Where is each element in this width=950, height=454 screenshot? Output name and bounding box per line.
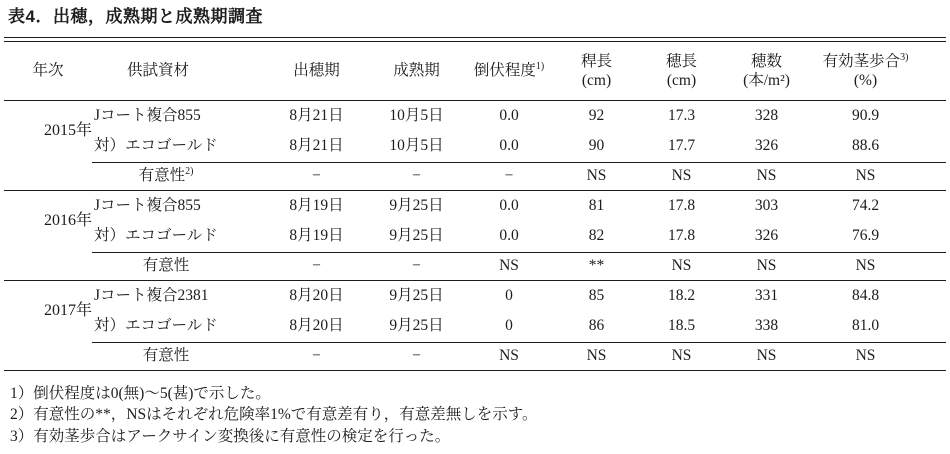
tiller-ratio-cell: 88.6 bbox=[851, 137, 880, 155]
panicle-count-cell: 326 bbox=[754, 137, 779, 155]
panicle-count-cell: 338 bbox=[754, 317, 779, 335]
table-row bbox=[4, 100, 946, 131]
tiller-ratio-cell: 84.8 bbox=[851, 286, 880, 304]
panicle-length-cell: 17.8 bbox=[667, 196, 696, 214]
significance-value: NS bbox=[724, 162, 809, 190]
maturity-date-cell: 9月25日 bbox=[389, 227, 444, 245]
col-header-heading-date: 出穂期 bbox=[264, 42, 369, 100]
heading-date-cell: 8月21日 bbox=[289, 106, 344, 124]
lodging-cell: 0 bbox=[505, 286, 513, 304]
significance-value: − bbox=[369, 342, 464, 370]
material-cell: Jコート複合855 bbox=[94, 106, 201, 124]
year-label: 2016年 bbox=[44, 212, 93, 230]
material-cell: 対）エコゴールド bbox=[94, 137, 218, 155]
heading-date-cell: 8月19日 bbox=[289, 196, 344, 214]
footnotes bbox=[4, 383, 946, 448]
heading-date-cell: 8月20日 bbox=[289, 317, 344, 335]
tiller-ratio-cell: 81.0 bbox=[851, 317, 880, 335]
spacer-cell bbox=[4, 342, 92, 370]
significance-value: NS bbox=[464, 342, 554, 370]
significance-value: − bbox=[264, 342, 369, 370]
survey-table bbox=[4, 42, 946, 371]
significance-value: NS bbox=[639, 162, 724, 190]
tiller-ratio-cell: 90.9 bbox=[851, 106, 880, 124]
significance-value: NS bbox=[639, 252, 724, 280]
significance-row bbox=[4, 252, 946, 280]
significance-value: NS bbox=[724, 252, 809, 280]
spacer-cell bbox=[4, 252, 92, 280]
culm-length-cell: 81 bbox=[588, 196, 605, 214]
col-header-material: 供試資材 bbox=[92, 42, 264, 100]
maturity-date-cell: 10月5日 bbox=[389, 106, 444, 124]
culm-length-cell: 90 bbox=[588, 137, 605, 155]
year-section-2017 bbox=[4, 280, 946, 370]
significance-label: 有意性 bbox=[92, 252, 264, 280]
significance-value: − bbox=[369, 252, 464, 280]
panicle-length-cell: 18.2 bbox=[667, 286, 696, 304]
lodging-cell: 0.0 bbox=[499, 137, 519, 155]
significance-value: ** bbox=[554, 252, 639, 280]
col-header-culm-length: 稈長 (cm) bbox=[554, 42, 639, 100]
maturity-date-cell: 9月25日 bbox=[389, 317, 444, 335]
col-header-year: 年次 bbox=[4, 42, 92, 100]
heading-date-cell: 8月20日 bbox=[289, 286, 344, 304]
maturity-date-cell: 10月5日 bbox=[389, 137, 444, 155]
col-header-panicle-length: 穂長 (cm) bbox=[639, 42, 724, 100]
significance-value: NS bbox=[809, 342, 946, 370]
footnote: 2）有意性の**，NSはそれぞれ危険率1%で有意差有り，有意差無しを示す。 bbox=[10, 406, 538, 423]
significance-value: NS bbox=[724, 342, 809, 370]
significance-value: − bbox=[464, 162, 554, 190]
material-cell: 対）エコゴールド bbox=[94, 227, 218, 245]
panicle-length-cell: 17.3 bbox=[667, 106, 696, 124]
heading-date-cell: 8月19日 bbox=[289, 227, 344, 245]
lodging-cell: 0 bbox=[505, 317, 513, 335]
col-header-lodging: 倒伏程度$^{1)}$ bbox=[464, 42, 554, 100]
significance-value: − bbox=[264, 162, 369, 190]
significance-row bbox=[4, 162, 946, 190]
footnote: 3）有効茎歩合はアークサイン変換後に有意性の検定を行った。 bbox=[10, 427, 451, 445]
col-header-panicle-count: 穂数 (本/m²) bbox=[724, 42, 809, 100]
significance-value: NS bbox=[554, 162, 639, 190]
year-label: 2017年 bbox=[44, 302, 93, 320]
table-header-row bbox=[4, 42, 946, 100]
year-section-2016 bbox=[4, 190, 946, 280]
tiller-ratio-cell: 74.2 bbox=[851, 196, 880, 214]
panicle-length-cell: 17.8 bbox=[667, 227, 696, 245]
culm-length-cell: 86 bbox=[588, 317, 605, 335]
significance-label: 有意性$^{2)}$ bbox=[92, 162, 264, 190]
tiller-ratio-cell: 76.9 bbox=[851, 227, 880, 245]
col-header-maturity-date: 成熟期 bbox=[369, 42, 464, 100]
material-cell: 対）エコゴールド bbox=[94, 317, 218, 335]
lodging-cell: 0.0 bbox=[499, 227, 519, 245]
panicle-count-cell: 328 bbox=[754, 106, 779, 124]
table-row bbox=[4, 280, 946, 311]
table-row bbox=[4, 131, 946, 162]
year-label: 2015年 bbox=[44, 122, 93, 140]
material-cell: Jコート複合2381 bbox=[94, 286, 209, 304]
significance-value: − bbox=[369, 162, 464, 190]
table-row bbox=[4, 190, 946, 221]
significance-row bbox=[4, 342, 946, 370]
significance-value: NS bbox=[809, 162, 946, 190]
significance-value: − bbox=[264, 252, 369, 280]
maturity-date-cell: 9月25日 bbox=[389, 196, 444, 214]
footnote: 1）倒伏程度は0(無)～5(甚)で示した。 bbox=[10, 384, 271, 402]
table-title: 表4．出穂，成熟期と成熟期調査 bbox=[8, 7, 263, 26]
year-section-2015 bbox=[4, 100, 946, 190]
panicle-count-cell: 331 bbox=[754, 286, 779, 304]
significance-value: NS bbox=[639, 342, 724, 370]
material-cell: Jコート複合855 bbox=[94, 196, 201, 214]
panicle-length-cell: 18.5 bbox=[667, 317, 696, 335]
table-row bbox=[4, 221, 946, 252]
panicle-count-cell: 303 bbox=[754, 196, 779, 214]
culm-length-cell: 85 bbox=[588, 286, 605, 304]
spacer-cell bbox=[4, 162, 92, 190]
culm-length-cell: 82 bbox=[588, 227, 605, 245]
significance-value: NS bbox=[554, 342, 639, 370]
col-header-tiller-ratio: 有効茎歩合$^{3)}$ (%) bbox=[809, 42, 946, 100]
panicle-count-cell: 326 bbox=[754, 227, 779, 245]
lodging-cell: 0.0 bbox=[499, 106, 519, 124]
culm-length-cell: 92 bbox=[588, 106, 605, 124]
maturity-date-cell: 9月25日 bbox=[389, 286, 444, 304]
heading-date-cell: 8月21日 bbox=[289, 137, 344, 155]
significance-label: 有意性 bbox=[92, 342, 264, 370]
significance-value: NS bbox=[464, 252, 554, 280]
lodging-cell: 0.0 bbox=[499, 196, 519, 214]
table-row bbox=[4, 311, 946, 342]
panicle-length-cell: 17.7 bbox=[667, 137, 696, 155]
significance-value: NS bbox=[809, 252, 946, 280]
